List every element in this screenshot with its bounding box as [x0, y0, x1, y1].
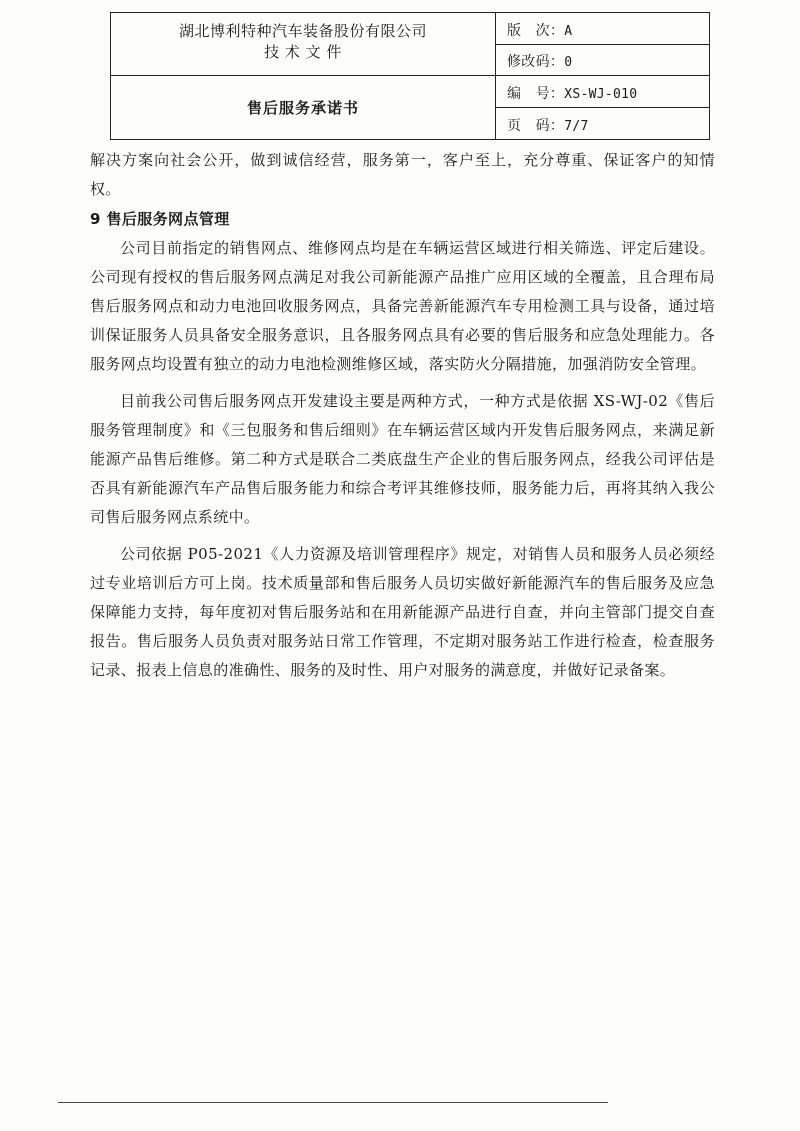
version-field — [507, 20, 572, 40]
header-divider-right-2 — [495, 75, 710, 76]
revision-field — [507, 51, 572, 71]
document-body — [90, 146, 715, 685]
document-number-label: 编 号： — [507, 86, 565, 102]
continuation-paragraph: 解决方案向社会公开，做到诚信经营，服务第一，客户至上，充分尊重、保证客户的知情权。 — [90, 151, 715, 198]
paragraph-1: 公司目前指定的销售网点、维修网点均是在车辆运营区域进行相关筛选、评定后建设。公司现有授权的售后服务网点满足对我公司新能源产品推广应用区域的全覆盖，且合理布局售后服务网点和动力电池回收服务网点，具备完善新能源汽车专用检测工具与设备，通过培训保证服务人员具备安全服务意识，且各服务网点具有必要的售后服务和应急处理能力。各服务网点均设置有独立的动力电池检测维修区域，落实防火分隔措施，加强消防安全管理。 — [90, 239, 715, 373]
page-number-value: 7/7 — [564, 119, 589, 134]
page-number-label: 页 码： — [507, 118, 565, 134]
company-name: 湖北博利特种汽车装备股份有限公司 — [178, 22, 427, 40]
header-divider-right-3 — [495, 107, 710, 108]
document-title: 售后服务承诺书 — [246, 99, 359, 117]
footer-rule — [58, 1102, 608, 1103]
version-label: 版 次： — [507, 23, 565, 39]
document-header-table — [110, 12, 710, 140]
header-divider-vertical — [495, 13, 496, 139]
revision-value: 0 — [564, 55, 573, 70]
version-value: A — [564, 24, 573, 39]
paragraph-2: 目前我公司售后服务网点开发建设主要是两种方式，一种方式是依据 XS-WJ-02《售后服务管理制度》和《三包服务和售后细则》在车辆运营区域内开发售后服务网点，来满足新能源产品售后维修。第二种方式是联合二类底盘生产企业的售后服务网点，经我公司评估是否具有新能源汽车产品售后服务能力和综合考评其维修技师，服务能力后，再将其纳入我公司售后服务网点系统中。 — [90, 392, 715, 526]
paragraph-3: 公司依据 P05-2021《人力资源及培训管理程序》规定，对销售人员和服务人员必须经过专业培训后方可上岗。技术质量部和售后服务人员切实做好新能源汽车的售后服务及应急保障能力支持，每年度初对售后服务站和在用新能源产品进行自查，并向主管部门提交自查报告。售后服务人员负责对服务站日常工作管理，不定期对服务站工作进行检查，检查服务记录、报表上信息的准确性、服务的及时性、用户对服务的满意度，并做好记录备案。 — [90, 545, 715, 679]
section-heading: 9 售后服务网点管理 — [90, 210, 230, 228]
document-type: 技 术 文 件 — [264, 43, 342, 61]
header-divider-right-1 — [495, 44, 710, 45]
document-number-value: XS-WJ-010 — [564, 87, 638, 102]
company-block — [111, 21, 495, 63]
document-number-field — [507, 83, 637, 103]
page-number-field — [507, 115, 589, 135]
revision-label: 修改码： — [507, 54, 565, 70]
